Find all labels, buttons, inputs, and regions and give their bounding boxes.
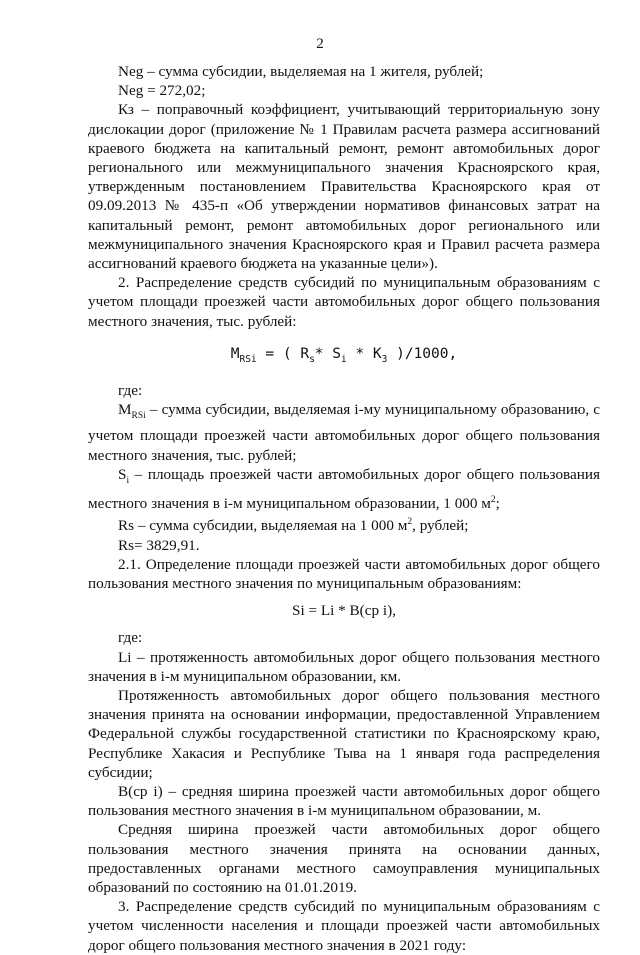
mrsi-label: M	[118, 401, 132, 419]
formula-eq-open: = ( R	[256, 345, 310, 362]
formula-mrsi	[88, 345, 600, 369]
mrsi-label-sub: RSi	[131, 411, 146, 422]
document-body	[88, 62, 600, 955]
si-sq-sup: 2	[490, 495, 496, 506]
rs-text-tail: , рублей;	[412, 517, 469, 535]
formula-lhs-sub: RSi	[239, 353, 257, 365]
kz-definition: Кз – поправочный коэффициент, учитывающий территориальную зону дислокации дорог (приложение № 1 Правилам расчета размера ассигнований краевого бюджета на капитальный ремонт, ремонт автомобильных дорог регионального или межмуниципального значения Красноярского края, утвержденным постановлением Правительства Красноярского края от 09.09.2013 № 435-п «Об утверждении нормативов финансовых затрат на капитальный ремонт, ремонт автомобильных дорог регионального или межмуниципального значения Красноярского края и Правил расчета размера ассигнований краевого бюджета на указанные цели»).	[88, 101, 600, 273]
si-end: ;	[495, 495, 500, 513]
rs-value: Rs= 3829,91.	[118, 536, 200, 554]
si-label: S	[118, 465, 127, 483]
neg-definition: Neg – сумма субсидии, выделяемая на 1 жителя, рублей;	[118, 63, 484, 80]
formula-times1: * S	[314, 345, 341, 362]
section-2-1-heading: 2.1. Определение площади проезжей части автомобильных дорог общего пользования местного значения по муниципальным образованиям:	[88, 555, 600, 592]
section-2-heading: 2. Распределение средств субсидий по муниципальным образованиям с учетом площади проезжей части автомобильных дорог общего пользования местного значения, тыс. рублей:	[88, 274, 600, 330]
formula-times2: * K	[346, 345, 382, 362]
where-label-1: где:	[118, 381, 143, 399]
mrsi-text: сумма субсидии, выделяемая i-му муниципальному образованию, с учетом площади проезжей части автомобильных дорог общего пользования местного значения, тыс. рублей;	[88, 401, 600, 464]
formula-tail: )/1000,	[387, 345, 458, 362]
width-source: Средняя ширина проезжей части автомобильных дорог общего пользования местного значения принята на основании данных, предоставленных органами местного самоуправления муниципальных образований по состоянию на 01.01.2019.	[88, 821, 600, 896]
neg-value: Neg = 272,02;	[118, 82, 206, 100]
where-label-2: где:	[118, 629, 143, 647]
formula-k-sub: З	[381, 353, 388, 365]
mrsi-dash: –	[145, 401, 162, 419]
si-dash: –	[129, 465, 148, 483]
rs-sq-sup: 2	[407, 517, 413, 528]
mrsi-definition	[88, 400, 600, 465]
formula-r-sub: s	[309, 353, 315, 365]
si-text: площадь проезжей части автомобильных дорог общего пользования местного значения в i-м муниципальном образовании, 1 000 м	[88, 465, 601, 513]
formula-si: Si = Li * В(ср i),	[292, 602, 396, 620]
rs-definition	[88, 513, 600, 535]
si-definition	[88, 465, 600, 514]
formula-lhs: M	[230, 345, 240, 362]
length-source: Протяженность автомобильных дорог общего пользования местного значения принята на основании информации, предоставленной Управлением Федеральной службы государственной статистики по Красноярскому краю, Республике Хакасия и Республике Тыва на 1 января года распределения субсидии;	[88, 686, 600, 781]
rs-text: Rs – сумма субсидии, выделяемая на 1 000 м	[118, 517, 408, 535]
si-label-sub: i	[126, 475, 130, 486]
li-definition: Li – протяженность автомобильных дорог общего пользования местного значения в i-м муниципальном образовании, км.	[88, 648, 600, 685]
formula-s-sub: i	[341, 353, 347, 365]
page-number: 2	[316, 36, 324, 52]
bcp-definition: В(ср i) – средняя ширина проезжей части автомобильных дорог общего пользования местного значения в i-м муниципальном образовании, м.	[88, 782, 600, 820]
section-3-heading: 3. Распределение средств субсидий по муниципальным образованиям с учетом численности населения и площади проезжей части автомобильных дорог общего пользования местного значения в 2021 году:	[88, 898, 600, 954]
